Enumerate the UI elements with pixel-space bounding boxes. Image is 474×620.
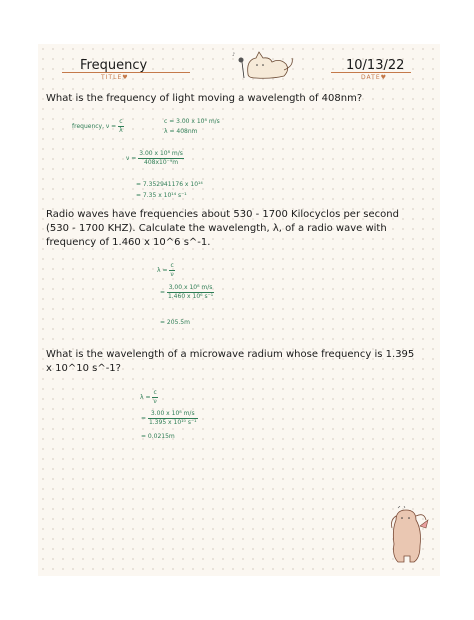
q3-formula-num: c (153, 389, 157, 396)
q2-step-den: 1.460 x 10⁶ s⁻¹ (167, 293, 214, 300)
title-underline (62, 72, 190, 73)
q3-formula-den: ν (153, 398, 157, 405)
title-tag: TITLE♥ (101, 74, 129, 81)
q2-step-num: 3.00 x 10⁸ m/s (168, 284, 213, 291)
q2-formula-den: ν (170, 271, 174, 278)
q3-step (141, 410, 198, 427)
q1-formula-num: c (119, 118, 123, 125)
q1-result-1: = 7.352941176 x 10¹⁴ (136, 181, 203, 188)
date-underline (331, 72, 411, 73)
q2-result: = 205.5m (160, 319, 190, 326)
dog-doodle (386, 506, 432, 568)
q1-formula-label: frequency, ν = (72, 123, 117, 130)
q2-formula-num: c (170, 262, 174, 269)
q1-step-den: 408x10⁻⁹m (144, 159, 179, 166)
q1-result-2: = 7.35 x 10¹⁴ s⁻¹ (136, 192, 187, 199)
q3-step-num: 3.00 x 10⁸ m/s (148, 410, 198, 419)
q1-given-c: c = 3.00 x 10⁸ m/s (164, 118, 220, 125)
question-1: What is the frequency of light moving a wavelength of 408nm? (46, 93, 363, 104)
q2-step-label: = (160, 289, 166, 296)
q3-step-label: = (141, 415, 147, 422)
q1-step-label: ν = (126, 155, 137, 162)
q3-formula (140, 389, 158, 406)
page-title: Frequency (80, 58, 148, 73)
q2-step (160, 284, 214, 301)
date-tag: DATE♥ (361, 74, 387, 81)
q3-formula-label: λ = (140, 394, 151, 401)
svg-text:♪: ♪ (232, 52, 236, 58)
q2-formula (157, 262, 175, 279)
q3-step-den: 1.395 x 10¹⁰ s⁻¹ (148, 419, 197, 426)
q1-step (126, 150, 184, 167)
question-2: Radio waves have frequencies about 530 - 1700 Kilocyclos per second (530 - 1700 KHZ). Calculate the wavelength, λ, of a radio wave with frequency of 1.460 x 10^6 s^-1. (46, 209, 399, 248)
q1-given-wavelength: λ = 408nm (164, 128, 198, 135)
cat-microphone-doodle (226, 48, 298, 82)
q2-formula-label: λ = (157, 267, 168, 274)
question-3: What is the wavelength of a microwave radium whose frequency is 1.395 x 10^10 s^-1? (46, 349, 415, 374)
q1-formula (72, 118, 124, 135)
q1-step-num: 3.00 x 10⁸ m/s (139, 150, 183, 157)
q1-formula-den: λ (119, 127, 123, 134)
page-date: 10/13/22 (346, 58, 405, 73)
q3-result: = 0.0215m (141, 433, 175, 440)
